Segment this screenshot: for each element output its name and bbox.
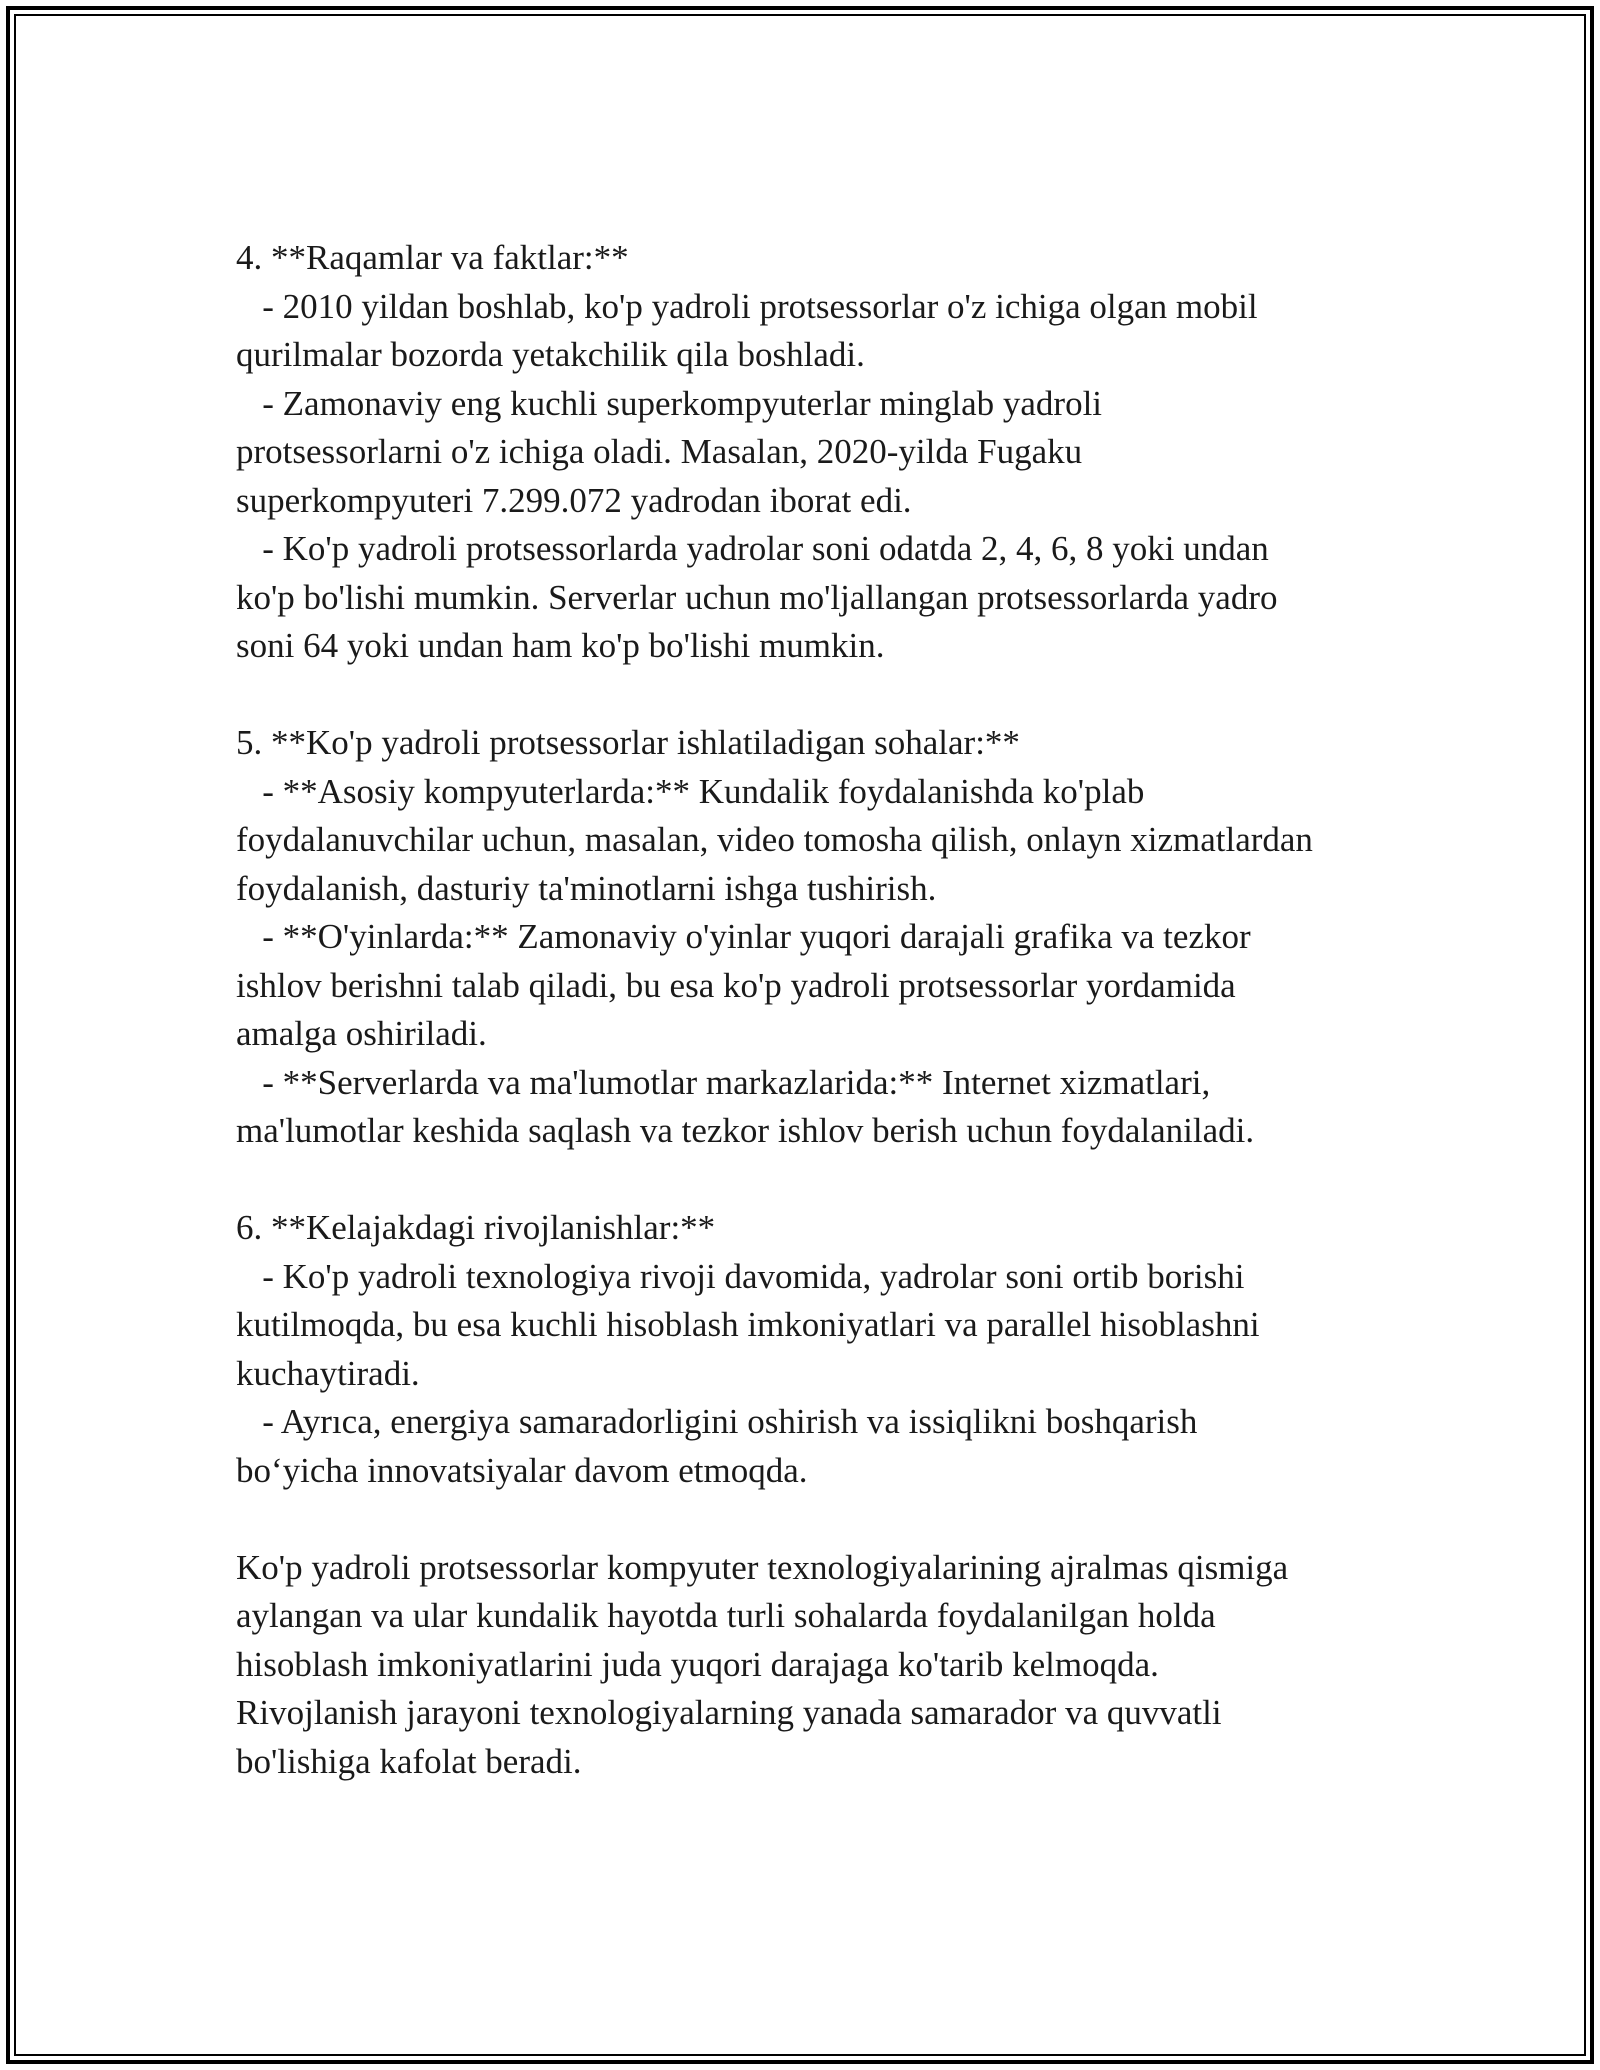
section-5-heading: 5. **Ko'p yadroli protsessorlar ishlatiladigan sohalar:** bbox=[236, 723, 1020, 762]
section-5-item-2: - **O'yinlarda:** Zamonaviy o'yinlar yuqori darajali grafika va tezkor ishlov berishni talab qiladi, bu esa ko'p yadroli protsessorlar yordamida amalga oshiriladi. bbox=[236, 917, 1251, 1053]
section-4-item-2: - Zamonaviy eng kuchli superkompyuterlar minglab yadroli protsessorlarni o'z ichiga oladi. Masalan, 2020-yilda Fugaku superkompyuteri 7.299.072 yadrodan iborat edi. bbox=[236, 383, 1103, 520]
section-6-item-1: - Ko'p yadroli texnologiya rivoji davomida, yadrolar soni ortib borishi kutilmoqda, bu esa kuchli hisoblash imkoniyatlari va parallel hisoblashni kuchaytiradi. bbox=[236, 1256, 1260, 1393]
paragraph-gap bbox=[236, 671, 1396, 720]
section-5-item-1: - **Asosiy kompyuterlarda:** Kundalik foydalanishda ko'plab foydalanuvchilar uchun, masalan, video tomosha qilish, onlayn xizmatlardan foydalanish, dasturiy ta'minotlarni ishga tushirish. bbox=[236, 771, 1313, 908]
document-body bbox=[236, 234, 1396, 1786]
conclusion-paragraph: Ko'p yadroli protsessorlar kompyuter texnologiyalarining ajralmas qismiga aylangan va ular kundalik hayotda turli sohalarda foydalanilgan holda hisoblash imkoniyatlarini juda yuqori darajaga ko'tarib kelmoqda. Rivojlanish jarayoni texnologiyalarning yanada samarador va quvvatli bo'lishiga kafolat beradi. bbox=[236, 1547, 1289, 1781]
section-4-item-3: - Ko'p yadroli protsessorlarda yadrolar soni odatda 2, 4, 6, 8 yoki undan ko'p bo'lishi mumkin. Serverlar uchun mo'ljallangan protsessorlarda yadro soni 64 yoki undan ham ko'p bo'lishi mumkin. bbox=[236, 529, 1278, 665]
section-6-heading: 6. **Kelajakdagi rivojlanishlar:** bbox=[236, 1208, 716, 1247]
section-6-item-2: - Ayrıca, energiya samaradorligini oshirish va issiqlikni boshqarish bo‘yicha innovatsiyalar davom etmoqda. bbox=[236, 1402, 1198, 1490]
section-4-item-1: - 2010 yildan boshlab, ko'p yadroli protsessorlar o'z ichiga olgan mobil qurilmalar bozorda yetakchilik qila boshladi. bbox=[236, 286, 1258, 374]
paragraph-gap bbox=[236, 1495, 1396, 1544]
paragraph-gap bbox=[236, 1156, 1396, 1205]
section-5-item-3: - **Serverlarda va ma'lumotlar markazlarida:** Internet xizmatlari, ma'lumotlar keshida saqlash va tezkor ishlov berish uchun foydalaniladi. bbox=[236, 1062, 1255, 1150]
section-4-heading: 4. **Raqamlar va faktlar:** bbox=[236, 238, 629, 277]
